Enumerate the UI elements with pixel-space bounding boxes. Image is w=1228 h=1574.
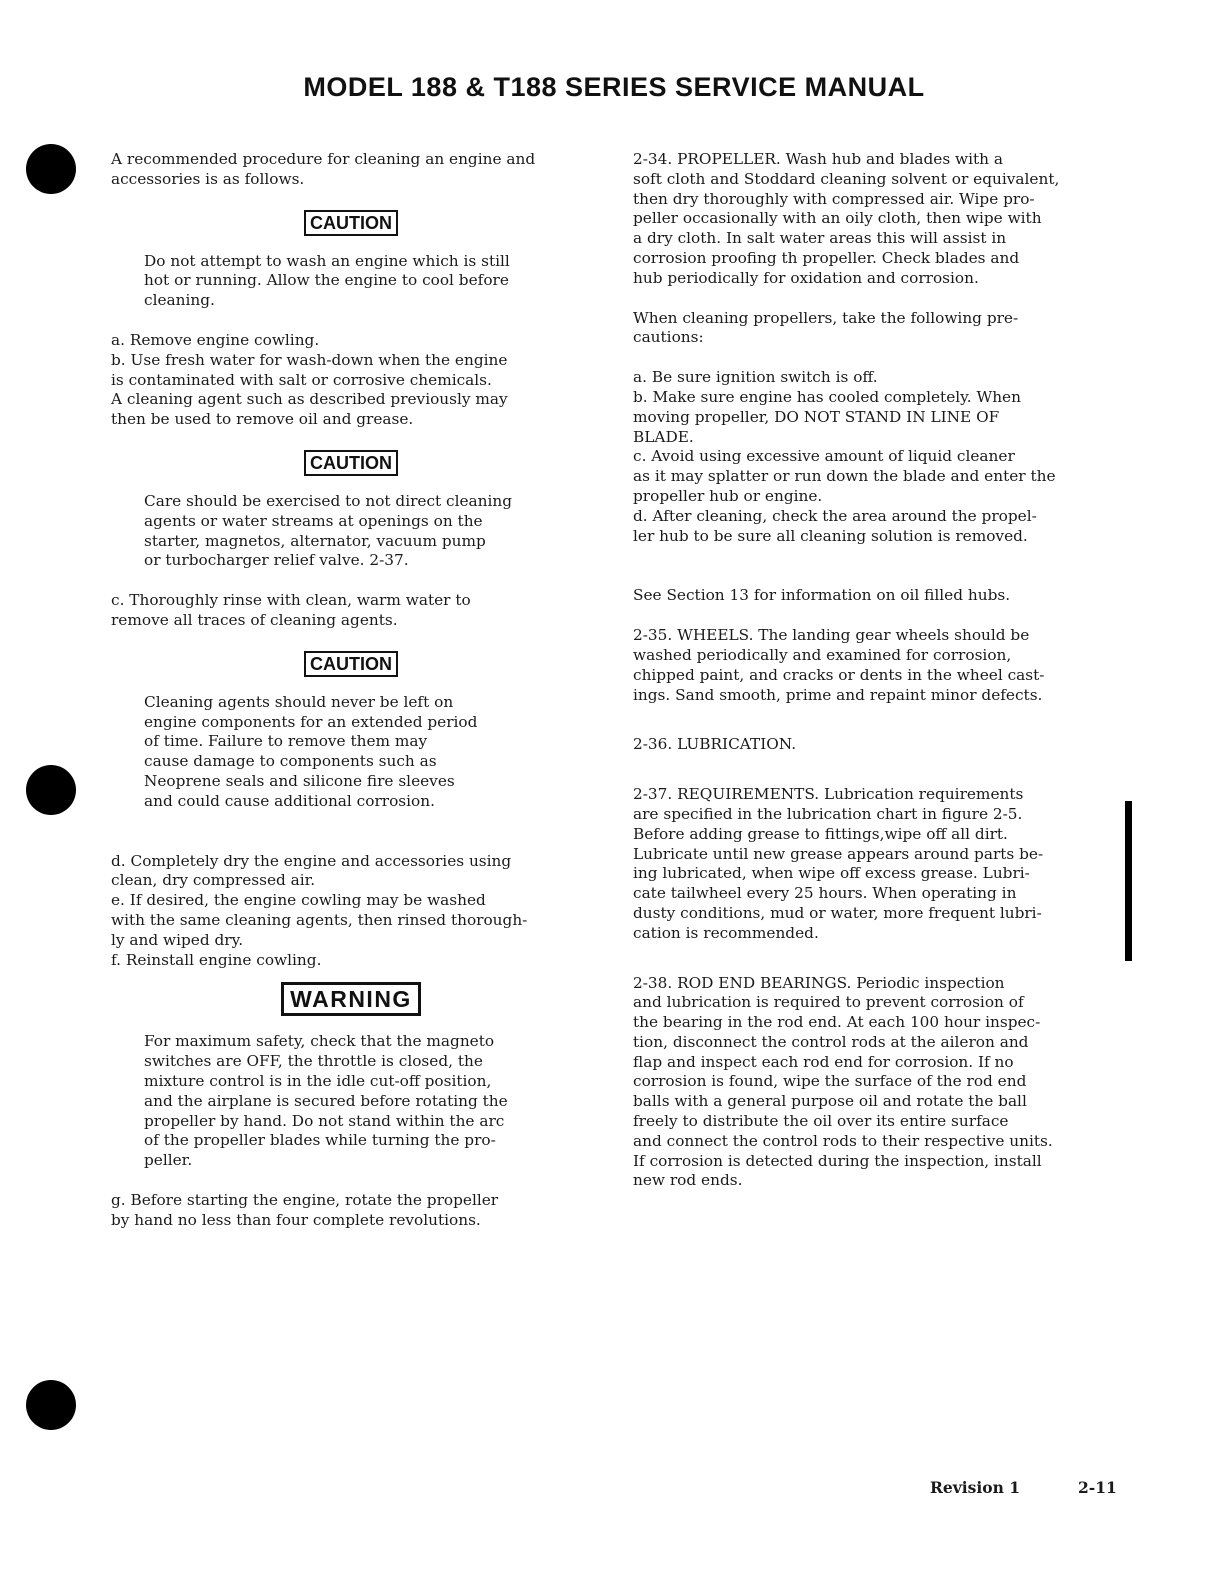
precautions-intro <box>633 309 1123 349</box>
precautions-list <box>633 368 1123 546</box>
text-line: accessories is as follows. <box>111 169 305 188</box>
text-line: a. Be sure ignition switch is off. <box>633 368 878 387</box>
text-line: is contaminated with salt or corrosive chemicals. <box>111 370 492 389</box>
text-line: mixture control is in the idle cut-off position, <box>144 1071 492 1090</box>
text-line: When cleaning propellers, take the following pre- <box>633 308 1019 327</box>
section-2-35-wheels <box>633 626 1123 705</box>
warning-notice <box>111 982 591 1016</box>
text-line: 2-36. LUBRICATION. <box>633 735 797 754</box>
text-line: Neoprene seals and silicone fire sleeves <box>144 771 455 790</box>
text-line: are specified in the lubrication chart in figure 2-5. <box>633 804 1023 823</box>
revision-change-bar <box>1125 801 1132 961</box>
caution-label: CAUTION <box>304 450 398 476</box>
section-2-37-requirements <box>633 785 1123 943</box>
text-line: peller occasionally with an oily cloth, then wipe with <box>633 209 1042 228</box>
left-column <box>111 150 591 1250</box>
text-line: Care should be exercised to not direct cleaning <box>144 491 513 510</box>
text-line: peller. <box>144 1151 193 1170</box>
revision-label: Revision 1 <box>930 1478 1021 1497</box>
text-line: c. Avoid using excessive amount of liquid cleaner <box>633 447 1015 466</box>
text-line: For maximum safety, check that the magneto <box>144 1032 495 1051</box>
text-line: of time. Failure to remove them may <box>144 732 428 751</box>
text-line: cleaning. <box>144 291 215 310</box>
caution-notice-2 <box>111 450 591 476</box>
text-line: Before adding grease to fittings,wipe off all dirt. <box>633 824 1008 843</box>
caution-text-2 <box>111 492 591 571</box>
text-line: a dry cloth. In salt water areas this will assist in <box>633 229 1007 248</box>
text-line: c. Thoroughly rinse with clean, warm water to <box>111 591 471 610</box>
text-line: Lubricate until new grease appears around parts be- <box>633 844 1044 863</box>
text-line: cause damage to components such as <box>144 752 437 771</box>
caution-notice-1 <box>111 210 591 236</box>
text-line: soft cloth and Stoddard cleaning solvent or equivalent, <box>633 169 1060 188</box>
text-line: and the airplane is secured before rotating the <box>144 1091 508 1110</box>
text-line: corrosion is found, wipe the surface of the rod end <box>633 1072 1027 1091</box>
text-line: freely to distribute the oil over its entire surface <box>633 1112 1009 1131</box>
section-2-38-rod-end-bearings <box>633 974 1123 1192</box>
text-line: cautions: <box>633 328 704 347</box>
text-line: 2-35. WHEELS. The landing gear wheels should be <box>633 626 1030 645</box>
text-line: clean, dry compressed air. <box>111 871 316 890</box>
text-line: b. Use fresh water for wash-down when the engine <box>111 350 508 369</box>
intro-paragraph <box>111 150 591 190</box>
caution-text-3 <box>111 693 591 812</box>
text-line: remove all traces of cleaning agents. <box>111 610 398 629</box>
text-line: by hand no less than four complete revolutions. <box>111 1210 481 1229</box>
text-line: corrosion proofing th propeller. Check blades and <box>633 248 1020 267</box>
text-line: as it may splatter or run down the blade and enter the <box>633 467 1056 486</box>
text-line: agents or water streams at openings on the <box>144 511 483 530</box>
step-c <box>111 591 591 631</box>
text-line: b. Make sure engine has cooled completely. When <box>633 387 1021 406</box>
text-line: dusty conditions, mud or water, more frequent lubri- <box>633 903 1042 922</box>
text-line: Cleaning agents should never be left on <box>144 692 454 711</box>
text-line: hub periodically for oxidation and corrosion. <box>633 268 979 287</box>
punch-hole-middle <box>26 765 76 815</box>
text-line: with the same cleaning agents, then rinsed thorough- <box>111 910 528 929</box>
text-line: d. Completely dry the engine and accessories using <box>111 851 512 870</box>
text-line: starter, magnetos, alternator, vacuum pump <box>144 531 486 550</box>
text-line: then dry thoroughly with compressed air. Wipe pro- <box>633 189 1035 208</box>
caution-text-1 <box>111 252 591 311</box>
text-line: A cleaning agent such as described previously may <box>111 390 508 409</box>
text-line: washed periodically and examined for corrosion, <box>633 645 1012 664</box>
punch-hole-top <box>26 144 76 194</box>
page-number: 2-11 <box>1078 1478 1117 1497</box>
text-line: switches are OFF, the throttle is closed, the <box>144 1052 483 1071</box>
steps-d-e-f <box>111 852 591 971</box>
text-line: 2-38. ROD END BEARINGS. Periodic inspection <box>633 973 1005 992</box>
right-column <box>633 150 1123 1211</box>
text-line: tion, disconnect the control rods at the aileron and <box>633 1032 1029 1051</box>
text-line: and connect the control rods to their respective units. <box>633 1131 1053 1150</box>
warning-label: WARNING <box>281 982 421 1016</box>
section-2-36-lubrication <box>633 735 1123 755</box>
text-line: g. Before starting the engine, rotate the propeller <box>111 1190 499 1209</box>
caution-label: CAUTION <box>304 210 398 236</box>
steps-a-b <box>111 331 591 430</box>
section-2-34-propeller <box>633 150 1123 289</box>
text-line: 2-34. PROPELLER. Wash hub and blades with a <box>633 150 1004 168</box>
text-line: See Section 13 for information on oil filled hubs. <box>633 586 1011 605</box>
page-footer <box>0 1478 1228 1502</box>
text-line: engine components for an extended period <box>144 712 478 731</box>
text-line: then be used to remove oil and grease. <box>111 410 414 429</box>
text-line: hot or running. Allow the engine to cool before <box>144 271 509 290</box>
step-g <box>111 1191 591 1231</box>
caution-label: CAUTION <box>304 651 398 677</box>
text-line: e. If desired, the engine cowling may be washed <box>111 891 486 910</box>
text-line: and lubrication is required to prevent corrosion of <box>633 993 1024 1012</box>
text-line: cation is recommended. <box>633 923 819 942</box>
caution-notice-3 <box>111 651 591 677</box>
text-line: If corrosion is detected during the inspection, install <box>633 1151 1042 1170</box>
text-line: ler hub to be sure all cleaning solution is removed. <box>633 526 1028 545</box>
text-line: new rod ends. <box>633 1171 743 1190</box>
text-line: f. Reinstall engine cowling. <box>111 950 322 969</box>
text-line: ings. Sand smooth, prime and repaint minor defects. <box>633 685 1043 704</box>
see-section-note <box>633 586 1123 606</box>
text-line: 2-37. REQUIREMENTS. Lubrication requirements <box>633 785 1024 804</box>
text-line: moving propeller, DO NOT STAND IN LINE OF <box>633 407 1000 426</box>
text-line: cate tailwheel every 25 hours. When operating in <box>633 884 1017 903</box>
text-line: a. Remove engine cowling. <box>111 330 320 349</box>
text-line: balls with a general purpose oil and rotate the ball <box>633 1092 1027 1111</box>
text-line: the bearing in the rod end. At each 100 hour inspec- <box>633 1013 1041 1032</box>
text-line: d. After cleaning, check the area around the propel- <box>633 506 1037 525</box>
page-title: MODEL 188 & T188 SERIES SERVICE MANUAL <box>303 72 925 102</box>
text-line: A recommended procedure for cleaning an engine and <box>111 150 536 168</box>
text-line: or turbocharger relief valve. 2-37. <box>144 551 409 570</box>
text-line: ly and wiped dry. <box>111 930 244 949</box>
text-line: ing lubricated, when wipe off excess grease. Lubri- <box>633 864 1030 883</box>
text-line: of the propeller blades while turning the pro- <box>144 1131 496 1150</box>
text-line: propeller hub or engine. <box>633 486 823 505</box>
text-line: and could cause additional corrosion. <box>144 791 435 810</box>
text-line: propeller by hand. Do not stand within the arc <box>144 1111 505 1130</box>
warning-text <box>111 1032 591 1171</box>
text-line: chipped paint, and cracks or dents in the wheel cast- <box>633 665 1045 684</box>
punch-hole-bottom <box>26 1380 76 1430</box>
text-line: flap and inspect each rod end for corrosion. If no <box>633 1052 1014 1071</box>
text-line: BLADE. <box>633 427 694 446</box>
text-line: Do not attempt to wash an engine which is still <box>144 251 510 270</box>
